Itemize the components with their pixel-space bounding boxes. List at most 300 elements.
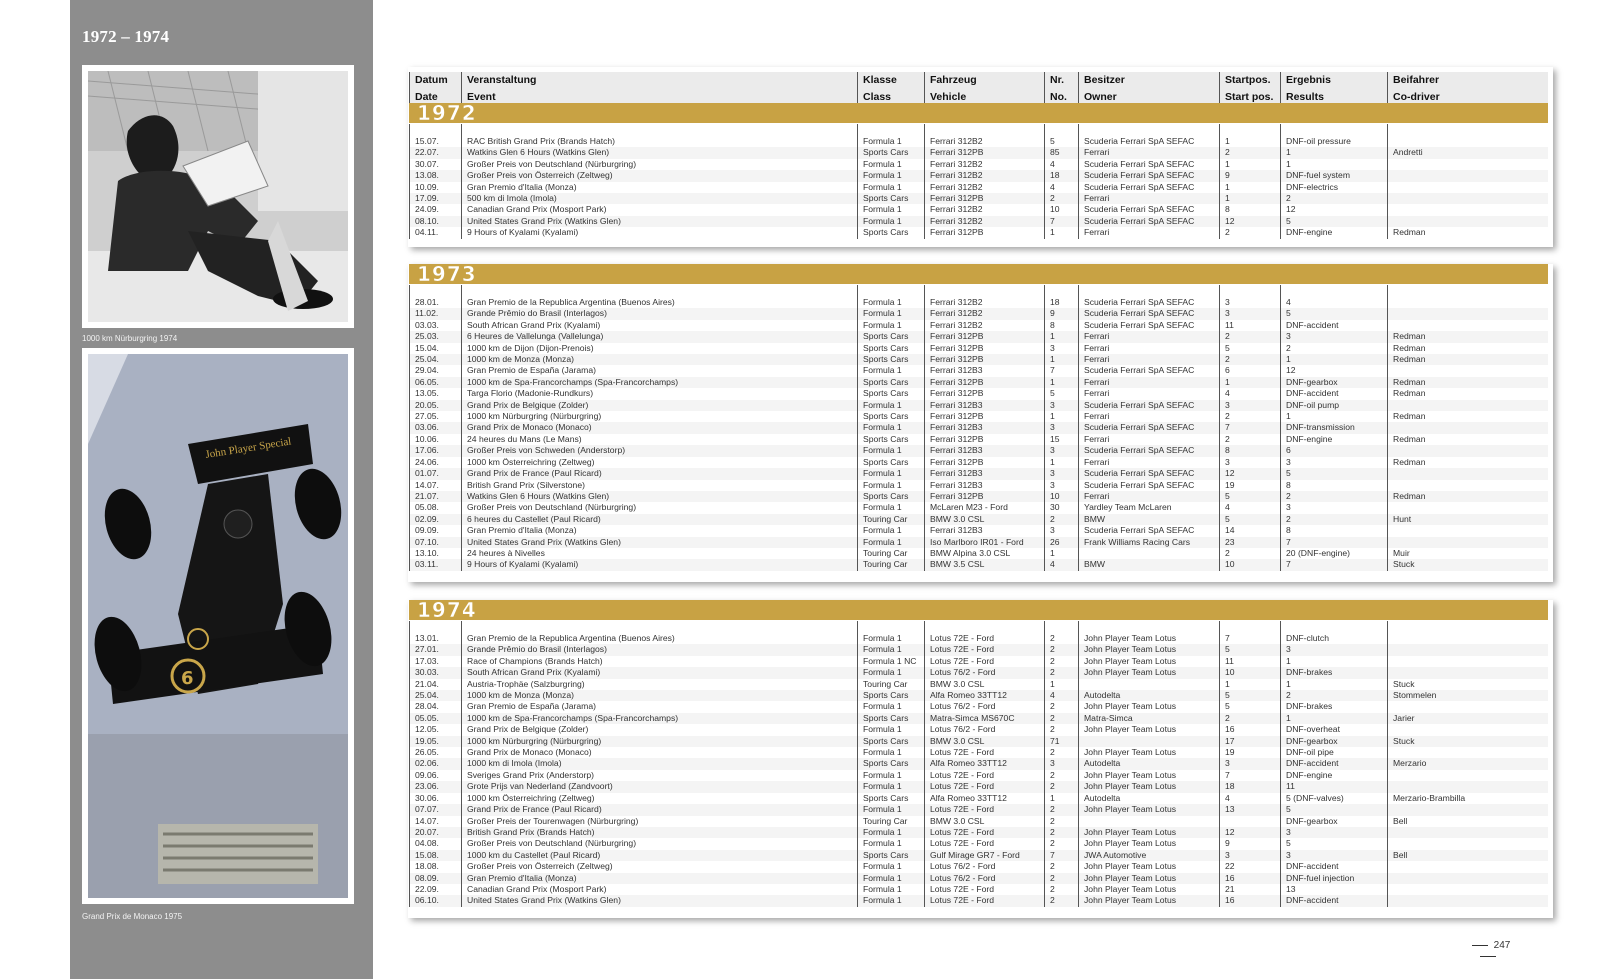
table-cell: 21 bbox=[1219, 884, 1280, 895]
table-row bbox=[409, 701, 1548, 712]
table-cell: 2 bbox=[1219, 354, 1280, 365]
table-cell: Formula 1 bbox=[857, 770, 924, 781]
table-cell: Sports Cars bbox=[857, 331, 924, 342]
column-header-en: Owner bbox=[1084, 91, 1117, 103]
table-cell: Formula 1 bbox=[857, 445, 924, 456]
table-cell: 5 bbox=[1219, 343, 1280, 354]
table-cell: 12.05. bbox=[409, 724, 461, 735]
table-cell: Lotus 76/2 - Ford bbox=[924, 724, 1044, 735]
table-cell: 3 bbox=[1044, 400, 1078, 411]
table-row bbox=[409, 793, 1548, 804]
table-cell: 29.04. bbox=[409, 365, 461, 376]
table-cell: 1000 km de Spa-Francorchamps (Spa-Francorchamps) bbox=[461, 713, 857, 724]
table-cell: Ferrari 312PB bbox=[924, 343, 1044, 354]
table-cell: Scuderia Ferrari SpA SEFAC bbox=[1078, 365, 1219, 376]
table-spacer bbox=[409, 621, 1548, 633]
table-cell: British Grand Prix (Silverstone) bbox=[461, 480, 857, 491]
table-cell: 30.06. bbox=[409, 793, 461, 804]
table-cell: Formula 1 bbox=[857, 320, 924, 331]
table-cell: 1 bbox=[1219, 159, 1280, 170]
table-cell: Formula 1 bbox=[857, 400, 924, 411]
table-cell: Sports Cars bbox=[857, 850, 924, 861]
table-cell: Formula 1 bbox=[857, 422, 924, 433]
table-row bbox=[409, 182, 1548, 193]
table-cell: 3 bbox=[1044, 343, 1078, 354]
table-cell: 9 bbox=[1219, 170, 1280, 181]
table-cell: 19 bbox=[1219, 747, 1280, 758]
table-row bbox=[409, 502, 1548, 513]
table-cell: Muir bbox=[1387, 548, 1548, 559]
table-cell: Ferrari bbox=[1078, 377, 1219, 388]
table-cell: 1 bbox=[1044, 457, 1078, 468]
table-cell: 1 bbox=[1044, 331, 1078, 342]
table-cell: 5 bbox=[1219, 690, 1280, 701]
table-cell: 17.09. bbox=[409, 193, 461, 204]
table-cell: Formula 1 bbox=[857, 365, 924, 376]
table-cell: 71 bbox=[1044, 736, 1078, 747]
table-cell: 2 bbox=[1219, 411, 1280, 422]
table-cell: 2 bbox=[1219, 713, 1280, 724]
race-car-photo-image bbox=[88, 354, 348, 898]
year-bar bbox=[409, 600, 1548, 620]
table-cell: 2 bbox=[1044, 747, 1078, 758]
table-cell: 14.07. bbox=[409, 480, 461, 491]
table-row bbox=[409, 136, 1548, 147]
table-cell: Ferrari 312B2 bbox=[924, 182, 1044, 193]
table-cell: 1 bbox=[1280, 679, 1387, 690]
table-cell: Lotus 72E - Ford bbox=[924, 838, 1044, 849]
table-cell: 16 bbox=[1219, 724, 1280, 735]
table-cell: Ferrari bbox=[1078, 411, 1219, 422]
table-cell: 8 bbox=[1219, 204, 1280, 215]
table-cell: 7 bbox=[1219, 422, 1280, 433]
table-cell: 11 bbox=[1219, 656, 1280, 667]
table-cell: Grande Prêmio do Brasil (Interlagos) bbox=[461, 308, 857, 319]
table-cell bbox=[1387, 884, 1548, 895]
table-cell bbox=[1387, 445, 1548, 456]
table-cell: Sveriges Grand Prix (Anderstorp) bbox=[461, 770, 857, 781]
table-cell: John Player Team Lotus bbox=[1078, 644, 1219, 655]
table-cell: 08.09. bbox=[409, 873, 461, 884]
page-number bbox=[1453, 940, 1523, 962]
column-header bbox=[924, 72, 1044, 106]
table-cell: Lotus 72E - Ford bbox=[924, 781, 1044, 792]
table-cell: British Grand Prix (Brands Hatch) bbox=[461, 827, 857, 838]
table-cell: Ferrari 312B2 bbox=[924, 159, 1044, 170]
table-cell: BMW 3.0 CSL bbox=[924, 816, 1044, 827]
table-cell: 3 bbox=[1219, 297, 1280, 308]
table-cell: BMW 3.0 CSL bbox=[924, 679, 1044, 690]
table-cell: Scuderia Ferrari SpA SEFAC bbox=[1078, 468, 1219, 479]
table-cell: Bell bbox=[1387, 850, 1548, 861]
table-row bbox=[409, 193, 1548, 204]
table-cell: Ferrari 312PB bbox=[924, 434, 1044, 445]
table-cell: Sports Cars bbox=[857, 713, 924, 724]
table-cell: 27.01. bbox=[409, 644, 461, 655]
table-cell: 09.09. bbox=[409, 525, 461, 536]
table-cell bbox=[1387, 216, 1548, 227]
table-row bbox=[409, 227, 1548, 238]
table-cell: Redman bbox=[1387, 343, 1548, 354]
table-row bbox=[409, 816, 1548, 827]
table-row bbox=[409, 827, 1548, 838]
table-cell: Lotus 72E - Ford bbox=[924, 827, 1044, 838]
table-cell: 4 bbox=[1219, 502, 1280, 513]
table-cell: BMW bbox=[1078, 514, 1219, 525]
table-cell: Ferrari 312B3 bbox=[924, 422, 1044, 433]
year-bar bbox=[409, 264, 1548, 284]
table-row bbox=[409, 804, 1548, 815]
table-cell: 05.08. bbox=[409, 502, 461, 513]
table-cell: Frank Williams Racing Cars bbox=[1078, 537, 1219, 548]
table-cell: Formula 1 bbox=[857, 297, 924, 308]
table-cell: DNF-accident bbox=[1280, 388, 1387, 399]
table-cell: Gran Premio d'Italia (Monza) bbox=[461, 525, 857, 536]
table-cell: DNF-accident bbox=[1280, 320, 1387, 331]
table-row bbox=[409, 850, 1548, 861]
table-cell: Ferrari bbox=[1078, 343, 1219, 354]
table-cell bbox=[1387, 182, 1548, 193]
table-cell: Alfa Romeo 33TT12 bbox=[924, 793, 1044, 804]
table-cell bbox=[1387, 308, 1548, 319]
table-cell: John Player Team Lotus bbox=[1078, 633, 1219, 644]
table-row bbox=[409, 377, 1548, 388]
table-cell: Stuck bbox=[1387, 679, 1548, 690]
table-cell: Formula 1 bbox=[857, 537, 924, 548]
table-cell: 4 bbox=[1044, 690, 1078, 701]
table-cell: Ferrari 312B3 bbox=[924, 525, 1044, 536]
table-cell: 9 bbox=[1044, 308, 1078, 319]
table-spacer bbox=[409, 285, 1548, 297]
table-cell bbox=[1387, 525, 1548, 536]
table-row bbox=[409, 204, 1548, 215]
table-cell bbox=[1387, 701, 1548, 712]
table-cell: Yardley Team McLaren bbox=[1078, 502, 1219, 513]
table-cell: 3 bbox=[1219, 850, 1280, 861]
table-cell: 2 bbox=[1044, 701, 1078, 712]
table-cell: John Player Team Lotus bbox=[1078, 701, 1219, 712]
table-cell: 1 bbox=[1044, 793, 1078, 804]
table-cell: McLaren M23 - Ford bbox=[924, 502, 1044, 513]
table-cell bbox=[1078, 816, 1219, 827]
table-cell: Scuderia Ferrari SpA SEFAC bbox=[1078, 216, 1219, 227]
table-cell: DNF-fuel injection bbox=[1280, 873, 1387, 884]
table-cell: Formula 1 bbox=[857, 827, 924, 838]
table-cell: 23 bbox=[1219, 537, 1280, 548]
table-cell: Lotus 72E - Ford bbox=[924, 895, 1044, 906]
table-row bbox=[409, 491, 1548, 502]
column-header-de: Nr. bbox=[1050, 74, 1065, 86]
table-cell: Formula 1 bbox=[857, 667, 924, 678]
table-cell: Grand Prix de France (Paul Ricard) bbox=[461, 468, 857, 479]
table-cell: DNF-oil pipe bbox=[1280, 747, 1387, 758]
table-cell: 10 bbox=[1219, 667, 1280, 678]
table-cell: Lotus 76/2 - Ford bbox=[924, 667, 1044, 678]
table-cell: Bell bbox=[1387, 816, 1548, 827]
table-cell: 6 Heures de Vallelunga (Vallelunga) bbox=[461, 331, 857, 342]
table-cell: 3 bbox=[1280, 827, 1387, 838]
table-cell: 23.06. bbox=[409, 781, 461, 792]
table-cell: JWA Automotive bbox=[1078, 850, 1219, 861]
table-cell: Grand Prix de Belgique (Zolder) bbox=[461, 724, 857, 735]
table-cell: Stuck bbox=[1387, 559, 1548, 570]
table-cell bbox=[1078, 679, 1219, 690]
table-cell: Autodelta bbox=[1078, 758, 1219, 769]
table-cell: BMW 3.0 CSL bbox=[924, 736, 1044, 747]
table-cell: 1000 km Österreichring (Zeltweg) bbox=[461, 793, 857, 804]
table-cell: 1 bbox=[1044, 679, 1078, 690]
table-cell bbox=[1387, 297, 1548, 308]
table-cell: Sports Cars bbox=[857, 690, 924, 701]
table-cell: 24 heures du Mans (Le Mans) bbox=[461, 434, 857, 445]
table-row bbox=[409, 736, 1548, 747]
table-cell: 2 bbox=[1044, 781, 1078, 792]
table-cell: Sports Cars bbox=[857, 377, 924, 388]
table-row bbox=[409, 713, 1548, 724]
table-cell: Grand Prix de Belgique (Zolder) bbox=[461, 400, 857, 411]
table-cell: Formula 1 bbox=[857, 644, 924, 655]
column-header bbox=[461, 72, 857, 106]
table-cell: Formula 1 bbox=[857, 170, 924, 181]
table-cell bbox=[1387, 747, 1548, 758]
column-header bbox=[857, 72, 924, 106]
table-cell: John Player Team Lotus bbox=[1078, 667, 1219, 678]
table-cell: Redman bbox=[1387, 457, 1548, 468]
table-cell: 2 bbox=[1044, 861, 1078, 872]
table-cell: DNF-brakes bbox=[1280, 667, 1387, 678]
table-cell: Ferrari 312PB bbox=[924, 227, 1044, 238]
table-cell: 7 bbox=[1044, 365, 1078, 376]
table-cell: Sports Cars bbox=[857, 388, 924, 399]
table-cell: Ferrari 312B2 bbox=[924, 308, 1044, 319]
table-cell: 3 bbox=[1044, 468, 1078, 479]
table-cell: Jarier bbox=[1387, 713, 1548, 724]
table-cell: Formula 1 bbox=[857, 747, 924, 758]
column-header-en: Class bbox=[863, 91, 892, 103]
table-cell: 15 bbox=[1044, 434, 1078, 445]
table-cell: 2 bbox=[1044, 804, 1078, 815]
table-cell: Formula 1 bbox=[857, 861, 924, 872]
table-cell: 15.04. bbox=[409, 343, 461, 354]
table-cell: Ferrari 312B2 bbox=[924, 216, 1044, 227]
column-header-en: Results bbox=[1286, 91, 1324, 103]
table-row bbox=[409, 514, 1548, 525]
table-cell: 21.07. bbox=[409, 491, 461, 502]
table-cell: Ferrari bbox=[1078, 147, 1219, 158]
table-row bbox=[409, 308, 1548, 319]
table-cell bbox=[1387, 422, 1548, 433]
table-cell: 3 bbox=[1219, 400, 1280, 411]
table-cell: 17.06. bbox=[409, 445, 461, 456]
table-cell: Ferrari 312PB bbox=[924, 193, 1044, 204]
table-row bbox=[409, 297, 1548, 308]
table-cell: John Player Team Lotus bbox=[1078, 827, 1219, 838]
table-cell: 3 bbox=[1219, 758, 1280, 769]
table-cell: Sports Cars bbox=[857, 434, 924, 445]
table-cell: 2 bbox=[1044, 884, 1078, 895]
table-cell: 3 bbox=[1044, 525, 1078, 536]
table-cell: 06.10. bbox=[409, 895, 461, 906]
table-cell: 16 bbox=[1219, 873, 1280, 884]
table-cell: 20.07. bbox=[409, 827, 461, 838]
table-cell bbox=[1387, 633, 1548, 644]
table-row bbox=[409, 457, 1548, 468]
table-cell: Redman bbox=[1387, 388, 1548, 399]
table-cell: 1 bbox=[1219, 136, 1280, 147]
table-cell: Formula 1 bbox=[857, 701, 924, 712]
table-cell: 03.06. bbox=[409, 422, 461, 433]
table-cell: Ferrari 312B2 bbox=[924, 204, 1044, 215]
table-cell: 03.11. bbox=[409, 559, 461, 570]
table-cell: 2 bbox=[1044, 724, 1078, 735]
table-cell: 4 bbox=[1219, 388, 1280, 399]
table-cell: Lotus 72E - Ford bbox=[924, 804, 1044, 815]
table-cell: 2 bbox=[1044, 667, 1078, 678]
table-cell: 3 bbox=[1044, 758, 1078, 769]
table-cell: 8 bbox=[1280, 480, 1387, 491]
page-number-text: 247 bbox=[1493, 940, 1511, 951]
table-cell: 2 bbox=[1044, 193, 1078, 204]
table-row bbox=[409, 170, 1548, 181]
table-cell: 20 (DNF-engine) bbox=[1280, 548, 1387, 559]
table-cell: 18 bbox=[1219, 781, 1280, 792]
table-cell: 9 Hours of Kyalami (Kyalami) bbox=[461, 227, 857, 238]
photo-race-car bbox=[82, 348, 354, 904]
table-cell: 4 bbox=[1280, 297, 1387, 308]
table-cell: 6 bbox=[1219, 365, 1280, 376]
table-cell: 19.05. bbox=[409, 736, 461, 747]
table-cell: Grand Prix de France (Paul Ricard) bbox=[461, 804, 857, 815]
table-cell: Matra-Simca bbox=[1078, 713, 1219, 724]
table-cell: United States Grand Prix (Watkins Glen) bbox=[461, 895, 857, 906]
table-cell: 5 bbox=[1280, 216, 1387, 227]
column-header bbox=[1044, 72, 1078, 106]
table-cell: 2 bbox=[1044, 873, 1078, 884]
table-cell: 7 bbox=[1280, 559, 1387, 570]
table-row bbox=[409, 781, 1548, 792]
table-cell bbox=[1387, 827, 1548, 838]
table-cell: Ferrari 312B3 bbox=[924, 365, 1044, 376]
table-cell: 3 bbox=[1044, 445, 1078, 456]
table-cell: BMW 3.5 CSL bbox=[924, 559, 1044, 570]
table-cell: 5 (DNF-valves) bbox=[1280, 793, 1387, 804]
table-cell: Scuderia Ferrari SpA SEFAC bbox=[1078, 480, 1219, 491]
table-cell: 22.09. bbox=[409, 884, 461, 895]
table-cell: Formula 1 bbox=[857, 804, 924, 815]
table-cell: 26.05. bbox=[409, 747, 461, 758]
table-cell: 3 bbox=[1280, 644, 1387, 655]
column-header-en: Vehicle bbox=[930, 91, 967, 103]
table-cell: DNF-engine bbox=[1280, 434, 1387, 445]
table-cell: 12 bbox=[1219, 827, 1280, 838]
table-cell: Scuderia Ferrari SpA SEFAC bbox=[1078, 320, 1219, 331]
table-cell: 24 heures à Nivelles bbox=[461, 548, 857, 559]
table-cell: DNF-engine bbox=[1280, 227, 1387, 238]
table-cell: 5 bbox=[1219, 644, 1280, 655]
table-cell: 7 bbox=[1044, 216, 1078, 227]
table-cell: Formula 1 NC bbox=[857, 656, 924, 667]
table-cell: John Player Team Lotus bbox=[1078, 861, 1219, 872]
table-cell: Gran Premio de la Republica Argentina (Buenos Aires) bbox=[461, 297, 857, 308]
table-cell bbox=[1387, 838, 1548, 849]
livery-text: John Player Special bbox=[204, 435, 293, 461]
table-cell: Redman bbox=[1387, 411, 1548, 422]
table-cell: Sports Cars bbox=[857, 354, 924, 365]
table-cell bbox=[1387, 320, 1548, 331]
table-cell: Grande Prêmio do Brasil (Interlagos) bbox=[461, 644, 857, 655]
table-cell: Lotus 76/2 - Ford bbox=[924, 701, 1044, 712]
table-cell bbox=[1387, 667, 1548, 678]
photo-driver-seated bbox=[82, 65, 354, 328]
table-cell: Großer Preis von Österreich (Zeltweg) bbox=[461, 861, 857, 872]
table-cell: DNF-oil pump bbox=[1280, 400, 1387, 411]
table-cell: Scuderia Ferrari SpA SEFAC bbox=[1078, 136, 1219, 147]
table-cell: Großer Preis von Schweden (Anderstorp) bbox=[461, 445, 857, 456]
table-cell: Formula 1 bbox=[857, 838, 924, 849]
table-cell: 6 heures du Castellet (Paul Ricard) bbox=[461, 514, 857, 525]
table-cell: Sports Cars bbox=[857, 227, 924, 238]
table-cell: Sports Cars bbox=[857, 758, 924, 769]
table-cell: 1 bbox=[1280, 354, 1387, 365]
table-cell: 10 bbox=[1044, 491, 1078, 502]
table-cell: Gran Premio de España (Jarama) bbox=[461, 701, 857, 712]
table-cell: DNF-accident bbox=[1280, 895, 1387, 906]
table-cell: 10.09. bbox=[409, 182, 461, 193]
table-row bbox=[409, 895, 1548, 906]
table-cell: 13 bbox=[1280, 884, 1387, 895]
table-cell: 04.08. bbox=[409, 838, 461, 849]
table-cell: 10 bbox=[1044, 204, 1078, 215]
table-cell: 15.07. bbox=[409, 136, 461, 147]
table-cell bbox=[1387, 781, 1548, 792]
table-cell: 28.01. bbox=[409, 297, 461, 308]
svg-text:6: 6 bbox=[181, 668, 194, 689]
table-row bbox=[409, 354, 1548, 365]
table-cell: Ferrari bbox=[1078, 388, 1219, 399]
table-cell: 7 bbox=[1219, 770, 1280, 781]
table-cell bbox=[1387, 502, 1548, 513]
table-cell: 6 bbox=[1280, 445, 1387, 456]
table-cell: Redman bbox=[1387, 331, 1548, 342]
table-cell: 01.07. bbox=[409, 468, 461, 479]
table-cell: Sports Cars bbox=[857, 193, 924, 204]
table-cell: Matra-Simca MS670C bbox=[924, 713, 1044, 724]
table-cell: 25.04. bbox=[409, 690, 461, 701]
table-cell: Scuderia Ferrari SpA SEFAC bbox=[1078, 308, 1219, 319]
column-header-en: Event bbox=[467, 91, 496, 103]
table-row bbox=[409, 445, 1548, 456]
table-cell: Großer Preis von Deutschland (Nürburgring) bbox=[461, 502, 857, 513]
table-cell: Autodelta bbox=[1078, 690, 1219, 701]
table-cell: Canadian Grand Prix (Mosport Park) bbox=[461, 204, 857, 215]
table-cell: 2 bbox=[1044, 644, 1078, 655]
table-cell: John Player Team Lotus bbox=[1078, 873, 1219, 884]
table-cell: Formula 1 bbox=[857, 873, 924, 884]
table-cell: 500 km di Imola (Imola) bbox=[461, 193, 857, 204]
table-cell: 2 bbox=[1280, 491, 1387, 502]
column-header-de: Startpos. bbox=[1225, 74, 1271, 86]
table-cell: 4 bbox=[1044, 559, 1078, 570]
table-cell: 3 bbox=[1280, 457, 1387, 468]
table-cell: 7 bbox=[1219, 633, 1280, 644]
table-cell: South African Grand Prix (Kyalami) bbox=[461, 320, 857, 331]
sidebar bbox=[70, 0, 373, 979]
table-cell: Formula 1 bbox=[857, 204, 924, 215]
results-table-body bbox=[409, 285, 1548, 571]
year-label: 1974 bbox=[417, 598, 477, 622]
table-cell: 1000 km Nürburgring (Nürburgring) bbox=[461, 736, 857, 747]
table-cell: 03.03. bbox=[409, 320, 461, 331]
